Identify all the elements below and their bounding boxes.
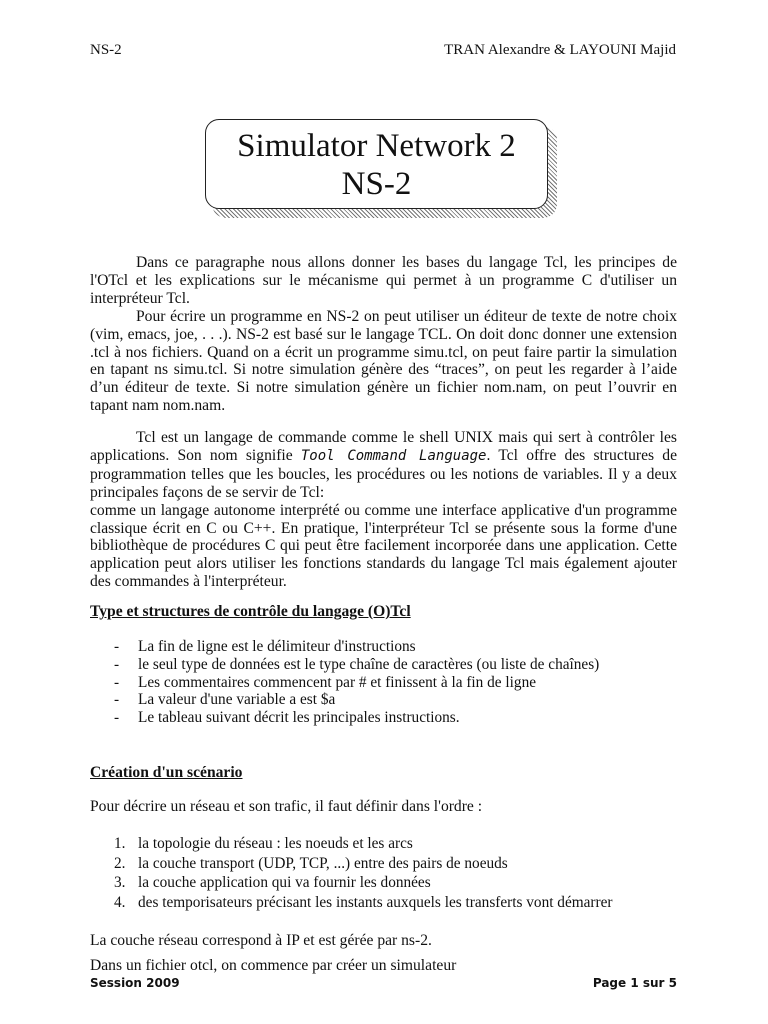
list-number: 2. <box>114 854 126 872</box>
intro-block-1 <box>90 254 677 415</box>
header-left: NS-2 <box>90 42 122 58</box>
intro-paragraph-4: comme un langage autonome interprété ou comme une interface applicative d'un programme classique écrit en C ou C++. En pratique, l'interpréteur Tcl se présente sous la forme d'une bibliothèque de procédures C qui peut être facilement incorporée dans une application. Cette application peut alors utiliser les fonctions standards du langage Tcl mais également ajouter des commandes à l'interpréteur. <box>90 501 677 591</box>
list-item: - Le tableau suivant décrit les principales instructions. <box>114 709 599 727</box>
list-item <box>114 873 613 893</box>
network-layer-note: La couche réseau correspond à IP et est gérée par ns-2. <box>90 932 432 949</box>
list-item: - La valeur d'une variable a est $a <box>114 691 599 709</box>
title-line-1: Simulator Network 2 <box>237 128 516 164</box>
types-list <box>114 638 599 727</box>
list-number: 1. <box>114 835 126 852</box>
footer-page-number: Page 1 sur 5 <box>592 976 677 990</box>
tool-command-language: Tool Command Language <box>300 447 487 464</box>
scenario-steps-list <box>114 834 613 912</box>
otcl-note: Dans un fichier otcl, on commence par créer un simulateur <box>90 957 457 974</box>
list-text: la couche application qui va fournir les données <box>138 874 431 892</box>
list-text: des temporisateurs précisant les instants auxquels les transferts vont démarrer <box>138 893 613 911</box>
section-heading-types: Type et structures de contrôle du langage (O)Tcl <box>90 603 411 620</box>
list-item: - Les commentaires commencent par # et finissent à la fin de ligne <box>114 674 599 692</box>
scenario-lead: Pour décrire un réseau et son trafic, il faut définir dans l'ordre : <box>90 798 483 815</box>
list-item <box>114 893 613 913</box>
list-text: la topologie du réseau : les noeuds et les arcs <box>138 835 413 852</box>
list-item <box>114 834 613 854</box>
list-text: la couche transport (UDP, TCP, ...) entre des pairs de noeuds <box>138 854 508 872</box>
list-number: 4. <box>114 893 126 911</box>
intro-paragraph-3-text-end: . Tcl offre des structures de programmation telles que les boucles, les procédures ou les notions de variables. Il y a deux principales façons de se servir de Tcl: <box>90 446 677 501</box>
intro-paragraph-1: Dans ce paragraphe nous allons donner les bases du langage Tcl, les principes de l'OTcl et les explications sur le mécanisme qui permet à un programme C d'utiliser un interpréteur Tcl. <box>90 254 677 307</box>
intro-paragraph-3-text: Tcl est un langage de commande comme le shell UNIX mais qui sert à contrôler les applications. Son nom signifie <box>90 429 677 464</box>
footer-session: Session 2009 <box>90 976 180 990</box>
intro-block-2 <box>90 429 677 591</box>
list-item <box>114 854 613 874</box>
intro-paragraph-2: Pour écrire un programme en NS-2 on peut utiliser un éditeur de texte de notre choix (vim, emacs, joe, . . .). NS-2 est basé sur le langage TCL. On doit donc donner une extension .tcl à nos fichiers. Quand on a écrit un programme simu.tcl, on peut faire partir la simulation en tapant ns simu.tcl. Si notre simulation génère des “traces”, on peut les regarder à l’aide d’un éditeur de texte. Si notre simulation génère un fichier nom.nam, on peut l’ouvrir en tapant nam nom.nam. <box>90 307 677 415</box>
list-number: 3. <box>114 874 126 892</box>
title-box <box>205 119 548 209</box>
title-line-2: NS-2 <box>341 166 412 202</box>
list-item: - le seul type de données est le type chaîne de caractères (ou liste de chaînes) <box>114 656 599 674</box>
list-item: - La fin de ligne est le délimiteur d'instructions <box>114 638 599 656</box>
intro-paragraph-3 <box>90 429 677 502</box>
header-right: TRAN Alexandre & LAYOUNI Majid <box>444 42 676 58</box>
section-heading-scenario: Création d'un scénario <box>90 764 243 781</box>
